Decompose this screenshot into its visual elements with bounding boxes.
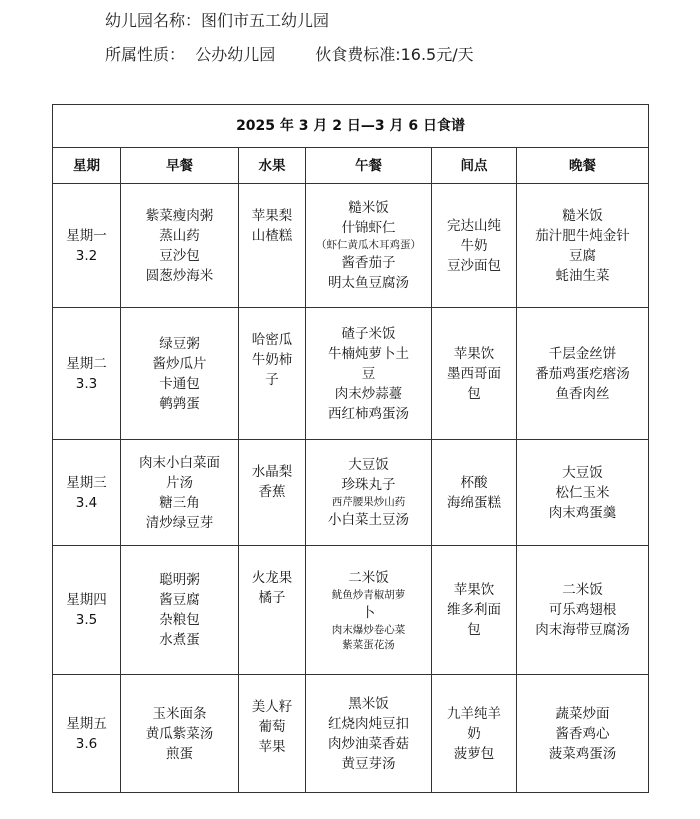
day-day: 星期三: [66, 474, 107, 491]
snack-cell: [432, 184, 517, 308]
breakfast-cell: [121, 308, 239, 440]
day-date: 3.3: [75, 375, 98, 392]
menu-item: 小白菜土豆汤: [328, 512, 409, 528]
menu-item: 卜: [361, 604, 376, 621]
menu-item: 牛奶: [460, 237, 488, 254]
col-header: 晚餐: [517, 148, 649, 184]
kindergarten-name: 图们市五工幼儿园: [201, 11, 330, 30]
snack-cell: [432, 546, 517, 675]
menu-item: 黄豆芽汤: [341, 755, 396, 772]
menu-item: （虾仁黄瓜木耳鸡蛋）: [316, 239, 421, 251]
fruit-cell: [239, 184, 306, 308]
menu-item: 茄汁肥牛炖金针: [535, 227, 630, 244]
menu-item: 片汤: [166, 474, 193, 491]
dinner-cell: [517, 308, 649, 440]
menu-item: 糖三角: [159, 494, 200, 511]
day-day: 星期五: [66, 715, 107, 732]
menu-item: 玉米面条: [152, 705, 207, 722]
dinner-cell: [517, 675, 649, 793]
header-row: [53, 148, 649, 184]
lunch-cell: [306, 440, 432, 546]
menu-item: 肉末小白菜面: [139, 454, 220, 471]
fee-value: 16.5元/天: [400, 45, 474, 64]
menu-item: 苹果饮: [453, 582, 495, 598]
fruit-cell: [239, 546, 306, 675]
menu-item: 聪明粥: [159, 572, 200, 588]
menu-item: 香蕉: [258, 484, 286, 500]
menu-item: 黄瓜紫菜汤: [145, 725, 214, 742]
menu-item: 大豆饭: [348, 457, 389, 473]
menu-item: 牛楠炖萝卜土: [328, 345, 409, 362]
menu-item: 鹌鹑蛋: [159, 395, 200, 412]
menu-item: 橘子: [258, 590, 286, 606]
day-date: 3.2: [75, 247, 98, 264]
fruit-cell: [239, 308, 306, 440]
day-cell: [53, 308, 121, 440]
menu-item: 鱿鱼炒青椒胡萝: [331, 588, 406, 601]
day-cell: [53, 675, 121, 793]
menu-item: 糙米饭: [562, 207, 603, 224]
breakfast-cell: [121, 184, 239, 308]
menu-item: 子: [265, 372, 279, 388]
day-date: 3.5: [75, 612, 98, 628]
menu-item: 菠菜鸡蛋汤: [548, 745, 617, 762]
col-header: 午餐: [306, 148, 432, 184]
menu-item: 酱香茄子: [341, 255, 396, 271]
menu-item: 海绵蛋糕: [447, 494, 501, 511]
menu-item: 糙米饭: [348, 200, 389, 216]
menu-item: 碴子米饭: [341, 325, 396, 342]
nature-fee-line: [105, 42, 474, 65]
menu-item: 蒸山药: [159, 227, 200, 244]
menu-item: 菠萝包: [453, 745, 495, 762]
menu-item: 卡通包: [159, 375, 200, 392]
day-day: 星期一: [66, 227, 107, 244]
col-header: 星期: [53, 148, 121, 184]
menu-item: 鱼香肉丝: [555, 385, 610, 402]
day-day: 星期四: [66, 592, 107, 608]
menu-item: 清炒绿豆芽: [145, 514, 214, 531]
menu-item: 杯酸: [460, 474, 488, 491]
menu-item: 墨西哥面: [447, 365, 501, 382]
menu-item: 酱豆腐: [159, 592, 200, 608]
day-cell: [53, 546, 121, 675]
menu-item: 完达山纯: [447, 217, 501, 234]
menu-item: 肉末鸡蛋羹: [548, 504, 617, 521]
menu-item: 酱香鸡心: [555, 725, 610, 742]
menu-item: 肉炒油菜香菇: [328, 735, 409, 752]
snack-cell: [432, 440, 517, 546]
table-row: [53, 440, 649, 546]
menu-item: 苹果饮: [453, 345, 495, 362]
snack-cell: [432, 308, 517, 440]
menu-item: 绿豆粥: [159, 335, 200, 352]
menu-item: 苹果: [258, 739, 286, 755]
breakfast-cell: [121, 546, 239, 675]
menu-item: 千层金丝饼: [548, 345, 617, 362]
menu-item: 肉末海带豆腐汤: [535, 622, 630, 638]
lunch-cell: [306, 184, 432, 308]
menu-item: 紫菜蛋花汤: [342, 638, 395, 651]
menu-item: 圆葱炒海米: [145, 267, 214, 284]
menu-item: 红烧肉炖豆扣: [328, 715, 409, 732]
breakfast-cell: [121, 675, 239, 793]
col-header: 水果: [239, 148, 306, 184]
menu-item: 九羊纯羊: [447, 705, 501, 722]
menu-item: 奶: [467, 725, 481, 742]
day-cell: [53, 440, 121, 546]
snack-cell: [432, 675, 517, 793]
menu-table: [52, 104, 649, 793]
dinner-cell: [517, 440, 649, 546]
menu-item: 紫菜瘦肉粥: [145, 207, 214, 224]
table-title: 2025 年 3 月 2 日—3 月 6 日食谱: [53, 105, 649, 148]
day-cell: [53, 184, 121, 308]
day-day: 星期二: [66, 355, 107, 372]
menu-item: 豆沙包: [159, 247, 200, 264]
menu-item: 葡萄: [258, 719, 286, 735]
menu-item: 山楂糕: [251, 228, 293, 244]
day-date: 3.6: [75, 735, 98, 752]
dinner-cell: [517, 546, 649, 675]
menu-item: 牛奶柿: [251, 352, 293, 368]
menu-item: 豆沙面包: [447, 257, 501, 274]
menu-item: 苹果梨: [251, 208, 293, 224]
kindergarten-name-line: [105, 8, 329, 31]
table-row: [53, 675, 649, 793]
name-label: 幼儿园名称：: [105, 11, 202, 30]
menu-item: 西芹腰果炒山药: [331, 496, 406, 508]
lunch-cell: [306, 308, 432, 440]
menu-item: 水晶梨: [251, 464, 293, 480]
lunch-cell: [306, 675, 432, 793]
dinner-cell: [517, 184, 649, 308]
menu-item: 蚝油生菜: [555, 267, 610, 284]
lunch-cell: [306, 546, 432, 675]
menu-item: 可乐鸡翅根: [548, 602, 617, 618]
day-date: 3.4: [75, 494, 98, 511]
menu-item: 珍珠丸子: [341, 477, 396, 493]
menu-item: 西红柿鸡蛋汤: [328, 405, 409, 422]
menu-item: 维多利面: [447, 602, 501, 618]
fee-label: 伙食费标准:: [315, 45, 401, 64]
menu-item: 包: [467, 385, 481, 402]
menu-item: 肉末爆炒卷心菜: [331, 623, 406, 636]
nature-label: 所属性质：: [105, 45, 186, 64]
menu-item: 蔬菜炒面: [555, 705, 610, 722]
table-row: [53, 546, 649, 675]
menu-item: 明太鱼豆腐汤: [328, 275, 409, 291]
menu-item: 豆腐: [569, 247, 597, 264]
table-row: [53, 308, 649, 440]
menu-item: 松仁玉米: [555, 484, 610, 501]
col-header: 间点: [432, 148, 517, 184]
menu-item: 酱炒瓜片: [152, 355, 207, 372]
menu-item: 豆: [361, 365, 376, 382]
breakfast-cell: [121, 440, 239, 546]
menu-item: 二米饭: [562, 582, 603, 598]
menu-item: 哈密瓜: [251, 332, 293, 348]
menu-item: 水煮蛋: [159, 632, 200, 648]
menu-item: 包: [467, 622, 481, 638]
menu-item: 煎蛋: [166, 745, 193, 762]
menu-item: 美人籽: [251, 699, 293, 715]
fruit-cell: [239, 440, 306, 546]
fruit-cell: [239, 675, 306, 793]
menu-item: 火龙果: [251, 570, 293, 586]
menu-item: 番茄鸡蛋疙瘩汤: [535, 365, 630, 382]
menu-item: 肉末炒蒜薹: [334, 385, 403, 402]
table-row: [53, 184, 649, 308]
menu-item: 大豆饭: [562, 464, 603, 481]
col-header: 早餐: [121, 148, 239, 184]
menu-item: 黑米饭: [348, 695, 389, 712]
menu-item: 什锦虾仁: [341, 220, 396, 236]
menu-item: 二米饭: [348, 569, 389, 586]
menu-item: 杂粮包: [159, 612, 200, 628]
nature-value: 公办幼儿园: [195, 45, 276, 64]
